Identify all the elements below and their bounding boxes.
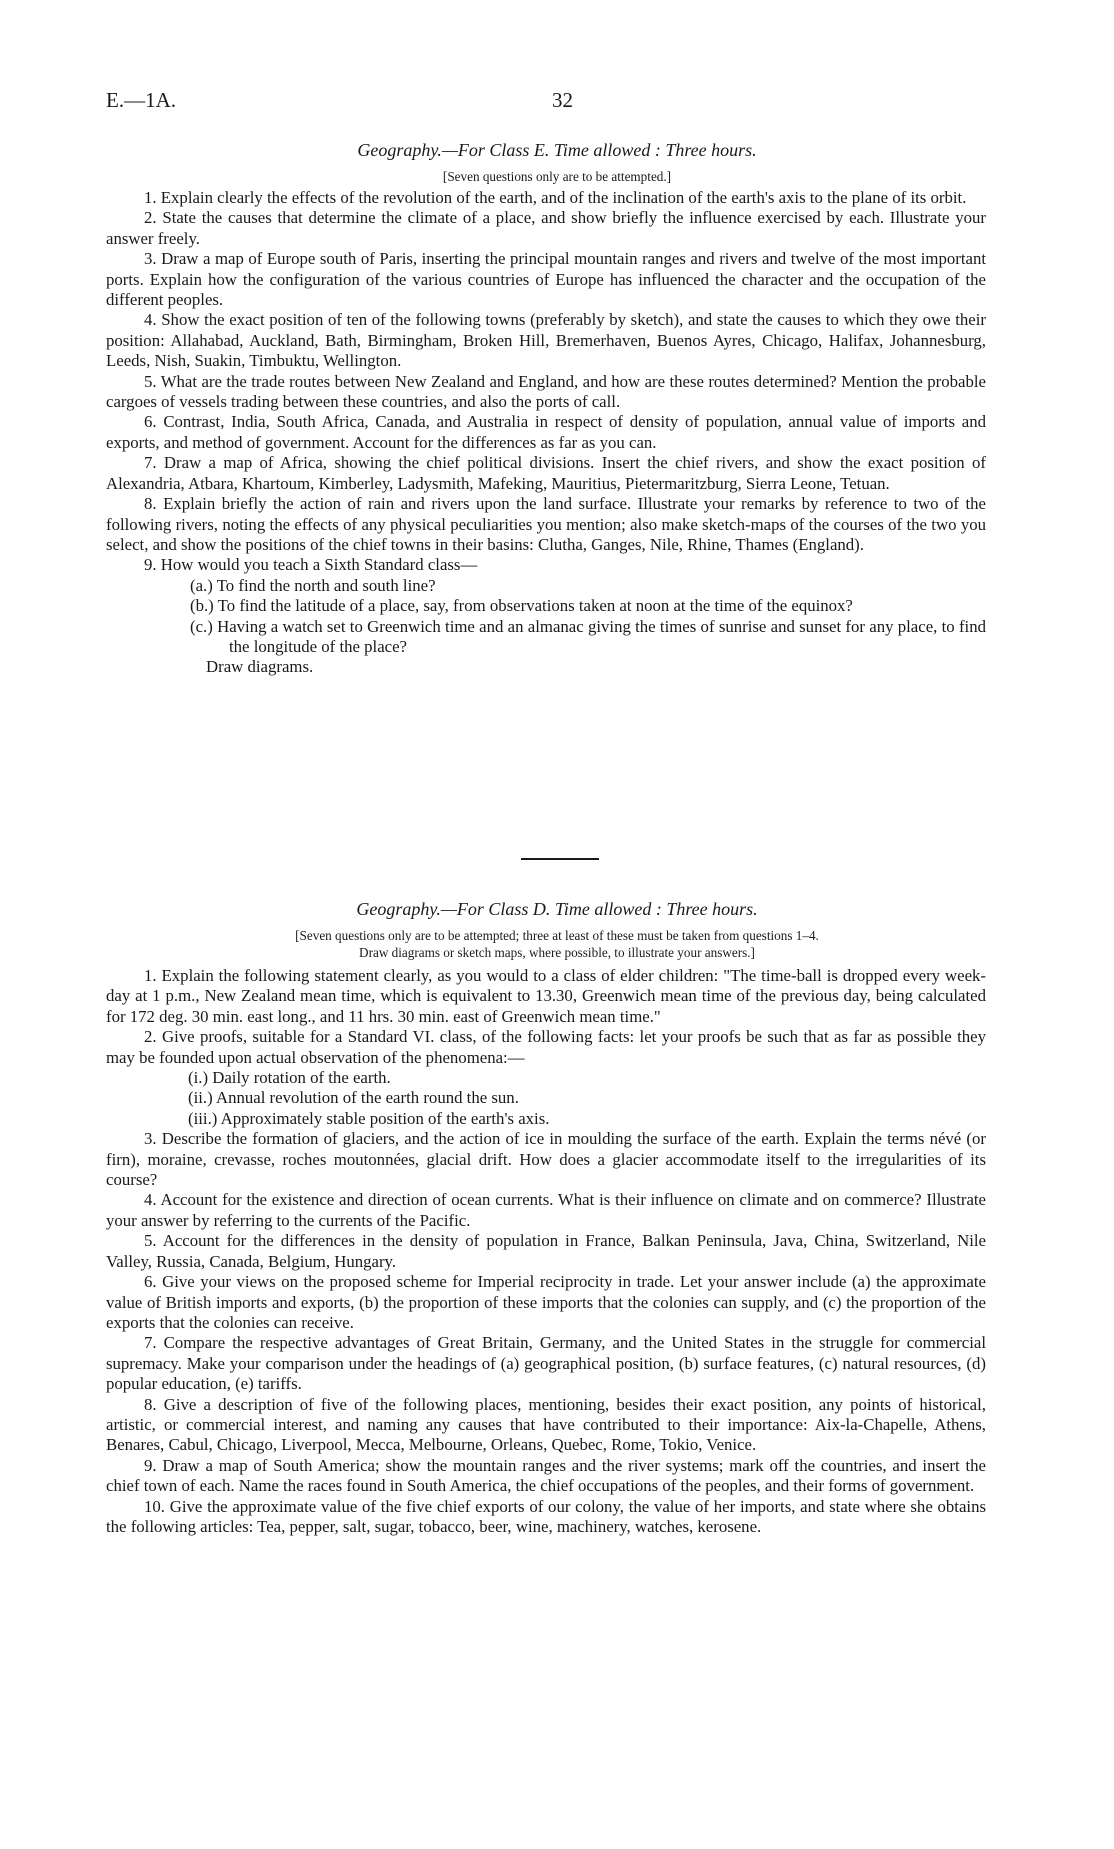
- class-d-note-line1: [Seven questions only are to be attempted; three at least of these must be taken from questions 1–4.: [295, 928, 819, 943]
- question: 3. Draw a map of Europe south of Paris, inserting the principal mountain ranges and rivers and twelve of the most important ports. Explain how the configuration of the various countries of Europe has influenced the character and the occupation of the different peoples.: [106, 249, 986, 310]
- sub-question: (iii.) Approximately stable position of the earth's axis.: [188, 1108, 550, 1128]
- question: 4. Show the exact position of ten of the following towns (preferably by sketch), and state the causes to which they owe their position: Allahabad, Auckland, Bath, Birmingham, Broken Hill, Bremerhaven, Buenos Ayres, Chicago, Halifax, Johannesburg, Leeds, Nish, Suakin, Timbuktu, Wellington.: [106, 310, 986, 371]
- document-id: E.—1A.: [106, 88, 176, 112]
- question: 5. What are the trade routes between New Zealand and England, and how are these routes determined? Mention the probable cargoes of vessels trading between these countries, and also the ports of call.: [106, 371, 986, 412]
- question: 8. Give a description of five of the following places, mentioning, besides their exact position, any points of historical, artistic, or commercial interest, and naming any causes that have contributed to their importance: Aix-la-Chapelle, Athens, Benares, Cabul, Chicago, Liverpool, Mecca, Melbourne, Orleans, Quebec, Rome, Tokio, Venice.: [106, 1394, 986, 1455]
- question: 6. Contrast, India, South Africa, Canada, and Australia in respect of density of population, annual value of imports and exports, and method of government. Account for the differences as far as you can.: [106, 412, 986, 452]
- sub-question: (a.) To find the north and south line?: [190, 575, 436, 595]
- question: 3. Describe the formation of glaciers, and the action of ice in moulding the surface of the earth. Explain the terms névé (or firn), moraine, crevasse, roches moutonnées, glacial drift. How does a glacier accommodate itself to the irregularities of its course?: [106, 1129, 986, 1190]
- class-d-title: Geography.—For Class D. Time allowed : Three hours.: [356, 899, 758, 919]
- question: 1. Explain clearly the effects of the revolution of the earth, and of the inclination of the earth's axis to the plane of its orbit.: [144, 188, 967, 207]
- question: 2. Give proofs, suitable for a Standard VI. class, of the following facts: let your proofs be such that as far as possible they may be founded upon actual observation of the phenomena:—: [106, 1027, 986, 1067]
- page-number: 32: [552, 88, 573, 112]
- class-e-title: Geography.—For Class E. Time allowed : Three hours.: [357, 140, 757, 160]
- question: 8. Explain briefly the action of rain and rivers upon the land surface. Illustrate your remarks by reference to two of the following rivers, noting the effects of any physical peculiarities you mention; also make sketch-maps of the courses of the two you select, and show the positions of the chief towns in their basins: Clutha, Ganges, Nile, Rhine, Thames (England).: [106, 494, 986, 554]
- question: 10. Give the approximate value of the five chief exports of our colony, the value of her imports, and state where she obtains the following articles: Tea, pepper, salt, sugar, tobacco, beer, wine, machinery, watches, kerosene.: [106, 1496, 986, 1536]
- sub-question: (b.) To find the latitude of a place, say, from observations taken at noon at the time of the equinox?: [190, 596, 853, 616]
- question: 5. Account for the differences in the density of population in France, Balkan Peninsula, Java, China, Switzerland, Nile Valley, Russia, Canada, Belgium, Hungary.: [106, 1231, 986, 1271]
- question: 7. Draw a map of Africa, showing the chief political divisions. Insert the chief rivers, and show the exact position of Alexandria, Atbara, Khartoum, Kimberley, Ladysmith, Mafeking, Mauritius, Pietermaritzburg, Sierra Leone, Tetuan.: [106, 453, 986, 493]
- question-tail: Draw diagrams.: [206, 657, 314, 677]
- sub-question: (i.) Daily rotation of the earth.: [188, 1068, 391, 1088]
- question: 1. Explain the following statement clearly, as you would to a class of elder children: "The time-ball is dropped every week-day at 1 p.m., New Zealand mean time, which is equivalent to 13.30, Greenwich mean time of the previous day, being calculated for 172 deg. 30 min. east long., and 11 hrs. 30 min. east of Greenwich mean time.": [106, 966, 986, 1026]
- section-divider: [521, 858, 599, 860]
- question: 9. How would you teach a Sixth Standard class—: [144, 555, 478, 575]
- sub-question: (ii.) Annual revolution of the earth round the sun.: [188, 1088, 519, 1108]
- question: 7. Compare the respective advantages of Great Britain, Germany, and the United States in the struggle for commercial supremacy. Make your comparison under the headings of (a) geographical position, (b) surface features, (c) natural resources, (d) popular education, (e) tariffs.: [106, 1333, 986, 1394]
- sub-question: (c.) Having a watch set to Greenwich time and an almanac giving the times of sunrise and sunset for any place, to find the longitude of the place?: [190, 616, 986, 656]
- question: 9. Draw a map of South America; show the mountain ranges and the river systems; mark off the countries, and insert the chief town of each. Name the races found in South America, the chief occupations of the peoples, and their forms of government.: [106, 1455, 986, 1496]
- class-d-questions: [106, 966, 986, 1537]
- question: 6. Give your views on the proposed scheme for Imperial reciprocity in trade. Let your answer include (a) the approximate value of British imports and exports, (b) the proportion of these imports that the colonies can supply, and (c) the proportion of the exports that the colonies can receive.: [106, 1272, 986, 1332]
- question: 4. Account for the existence and direction of ocean currents. What is their influence on climate and on commerce? Illustrate your answer by referring to the currents of the Pacific.: [106, 1190, 986, 1230]
- class-e-note: [Seven questions only are to be attempted.]: [442, 169, 672, 184]
- class-d-note-line2: Draw diagrams or sketch maps, where possible, to illustrate your answers.]: [359, 945, 755, 960]
- class-e-questions: [106, 188, 986, 678]
- question: 2. State the causes that determine the climate of a place, and show briefly the influence exercised by each. Illustrate your answer freely.: [106, 208, 986, 248]
